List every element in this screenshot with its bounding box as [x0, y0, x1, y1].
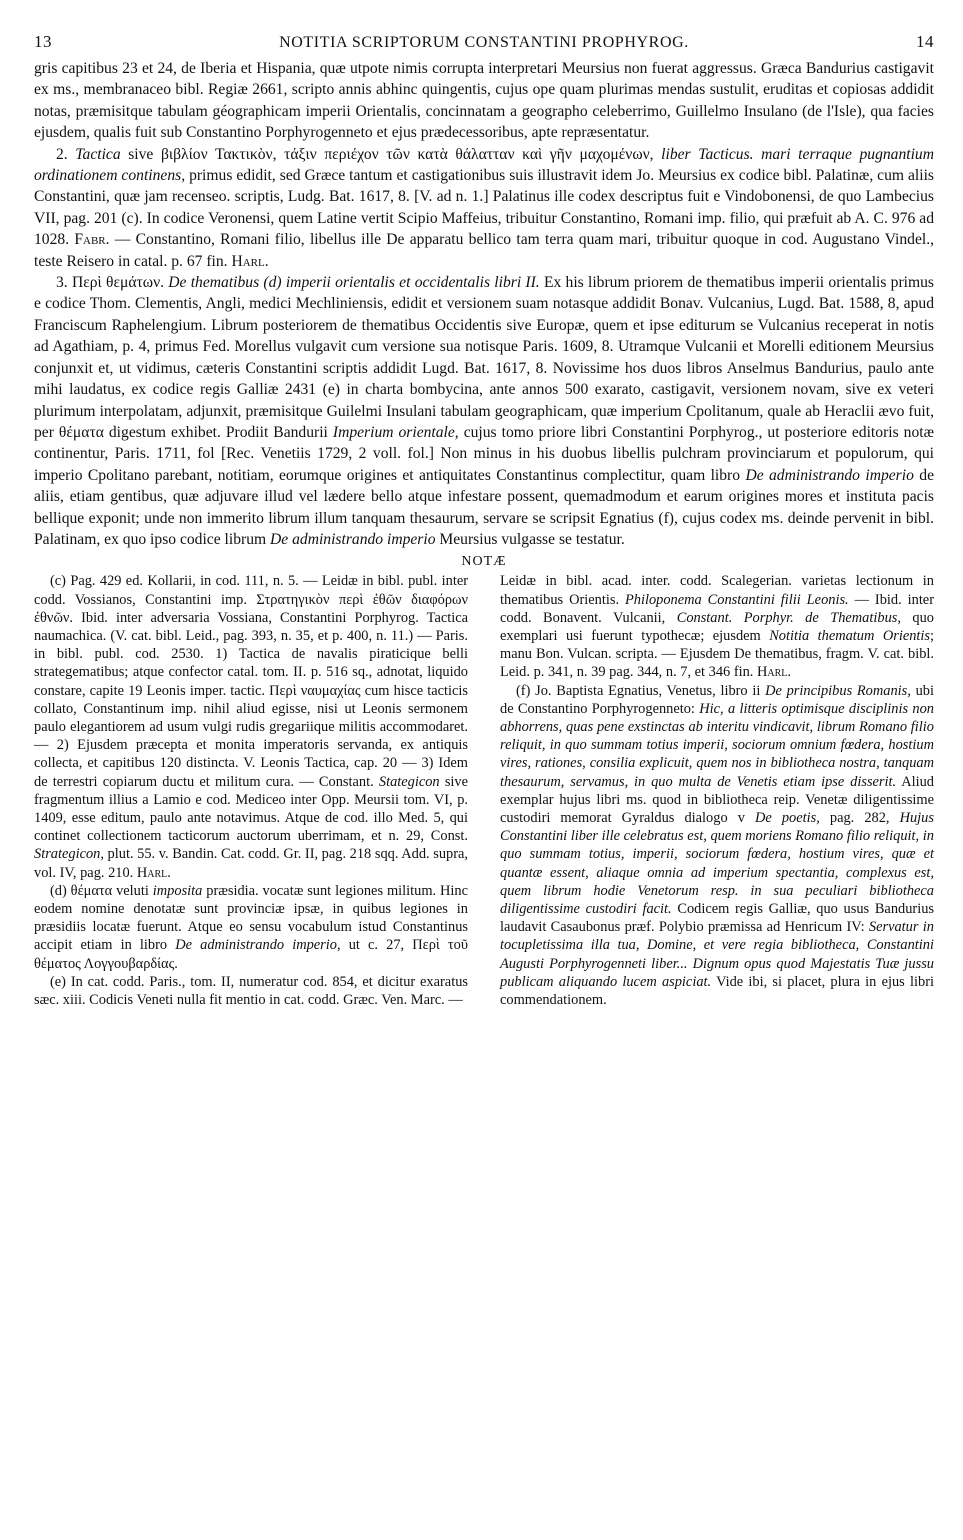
note-text: præsidia. vocatæ sunt legiones militum. Hinc eodem nomine denotatæ sunt provinciæ ipsæ, in quibus legiones in præsidiis locatæ fuerunt. Atque eo sensu vocabulum istud Constantinus accipit etiam in libro: [34, 882, 468, 954]
author-sigil: Fabr.: [74, 231, 110, 249]
item-number: 3. Περὶ θεμάτων.: [56, 274, 169, 292]
work-title: Notitia thematum Orientis: [769, 627, 930, 644]
quotation: Servatur in tocupletissima illa tua, Domine, et vere regia bibliotheca, Constantini Augusti Porphyrogenneti liber... Dignum opus quod Majestatis Tuæ jussu publicam aliquando lucem aspiciat.: [500, 919, 935, 990]
note-text: (f) Jo. Baptista Egnatius, Venetus, libro ii: [516, 682, 766, 699]
latin-title: liber Tacticus. mari terraque pugnantium ordinationem continens,: [34, 145, 934, 185]
author-sigil: Harl.: [757, 664, 792, 681]
note-text: — Ibid. inter codd. Bonavent. Vulcanii,: [500, 591, 934, 626]
note-text: ubi de Constantino Porphyrogenneto:: [500, 682, 934, 717]
work-title: De administrando imperio: [745, 466, 914, 484]
footnotes-left-column: [34, 572, 468, 1009]
quotation: Hic, a litteris optimisque disciplinis non abhorrens, quas pene exstinctas ab interitu vindicavit, librum Romano filio reliquit, in quo summam totius imperii, sociorum omnium fœdera, hostium vires, rationes, consilia explicuit, quem nos in bibliotheca nostra, tanquam thesaurum, servamus, in quo multa de Venetis etiam ipse disserit.: [500, 700, 934, 790]
footnote-d: [34, 882, 468, 973]
paragraph-text: primus edidit, sed Græce tantum et castigationibus suis illustravit idem Jo. Meursius ex codice bibl. Palatinæ, cum aliis Constantini, quæ jam recenseo. scriptis, Ludg. Bat. 1617, 8. [V. ad n. 1.] Palatinus ille codex descriptus fuit e Vindobonensi, de quo Lambecius VII, pag. 201 (c). In codice Veronensi, quem Latine vertit Scipio Maffeius, tribuitur Constantino, Romani imp. filio, qui præfuit ab A. C. 976 ad 1028.: [34, 167, 934, 249]
work-title: Tactica: [75, 145, 121, 163]
quotation: Hujus Constantini liber ille celebratus est, quem moriens Romano filio reliquit, in quo summam totius, imperii, sociorum fœdera, hostium vires, quæ et quantæ essent, aliaque omnia ad imperium spectantia, complexus est, quem librum hodie Venetorum resp. in sua peculiari bibliotheca diligentissime custodiri facit.: [500, 809, 934, 917]
work-title: Imperium orientale,: [332, 423, 459, 441]
page-number-left: 13: [34, 32, 52, 51]
greek-title: sive βιβλίον Τακτικὸν, τάξιν περιέχον τῶν κατὰ θάλατταν καὶ γῆν μαχομένων,: [120, 145, 662, 163]
work-title: Philoponema Constantini filii Leonis.: [624, 591, 849, 608]
work-title: De administrando imperio: [270, 530, 436, 548]
note-text: Codicem regis Galliæ, quo usus Bandurius laudavit Casaubonus præf. Polybio præmissa ad Henricum IV:: [500, 901, 934, 936]
note-text: ; manu Bon. Vulcan. scripta. — Ejusdem De thematibus, fragm. V. cat. bibl. Leid. p. 341, n. 39 pag. 344, n. 7, et 346 fin.: [500, 627, 934, 681]
author-sigil: Harl.: [231, 252, 269, 270]
item-number: 2.: [56, 145, 76, 163]
paragraph-3: [34, 272, 934, 550]
paragraph-text: Meursius vulgasse se testatur.: [435, 530, 625, 548]
note-text: Aliud exemplar hujus libri ms. quod in bibliotheca reip. Venetæ diligentissime custodiri memorat Gyraldus dialogo v: [500, 773, 934, 826]
footnote-c: [34, 572, 468, 881]
footnotes: [34, 572, 934, 1009]
work-title: De administrando imperio,: [175, 937, 341, 954]
note-text: quo exemplari usi fuerunt typothecæ; ejusdem: [500, 609, 935, 644]
work-title: Constant. Porphyr. de Thematibus,: [676, 609, 901, 626]
paragraph-text: de aliis, etiam gentibus, quæ adjuvare illud vel lædere bello atque infestare possent, quemadmodum et earum origines mores et instituta pacis bellique exponit; unde non immerito librum illum tanquam thesaurum, servare se scripsit Egnatius (f), cujus codex ms. deinde pervenit in bibl. Palatinam, ex quo ipso codice librum: [34, 466, 934, 548]
footnote-f: [500, 682, 934, 1010]
author-sigil: Harl.: [136, 864, 171, 881]
note-text: Leidæ in bibl. acad. inter. codd. Scalegerian. varietas lectionum in thematibus Orientis.: [500, 573, 934, 608]
work-title: De poetis,: [754, 809, 820, 826]
note-text: plut. 55. v. Bandin. Cat. codd. Gr. II, pag. 218 sqq. Add. supra, vol. IV, pag. 210.: [34, 846, 468, 881]
work-title: Strategicon,: [34, 846, 104, 863]
footnotes-right-column: [500, 572, 934, 1009]
paragraph-text: cujus tomo priore libri Constantini Porphyrog., ut posteriore editoris notæ continentur, Paris. 1711, fol [Rec. Venetiis 1729, 2 voll. fol.] Non minus in his duobus libellis pulchram provinciarum et populorum, qui imperio Cpolitano parebant, notitiam, eorumque origines et antiquitates Constantinus complectitur, quam libro: [34, 423, 934, 484]
note-text: pag. 282,: [819, 809, 900, 826]
footnote-e: (e) In cat. codd. Paris., tom. II, numeratur cod. 854, et dicitur exaratus sæc. xiii. Codicis Veneti nulla fit mentio in cat. codd. Græc. Ven. Marc. —: [34, 973, 468, 1009]
paragraph-2: [34, 144, 934, 272]
main-text: [34, 58, 934, 550]
work-title: Stategicon: [378, 773, 440, 790]
emphasis: imposita: [152, 882, 203, 899]
note-text: sive fragmentum illius a Lamio e cod. Mediceo inter Opp. Meursii tom. VI, p. 1409, esse editum, paulo ante notavimus. Atque de cod. illo Med. 5, qui continet collectionem tacticorum auctorum uberrimam, et n. 29, Const.: [34, 773, 469, 845]
running-title: NOTITIA SCRIPTORUM CONSTANTINI PROPHYROG.: [279, 34, 689, 51]
work-title: De principibus Romanis,: [765, 682, 911, 699]
running-head: [34, 32, 934, 52]
paragraph-text: Ex his librum priorem de thematibus imperii orientalis primus e codice Thom. Clementis, Angli, medici Mechliniensis, edidit et versionem suam notasque addidit Bonav. Vulcanius, Lugd. Bat. 1588, 8, apud Franciscum Raphelengium. Librum posteriorem de thematibus Occidentis sive Europæ, quem et ipse editurum se Vulcanius receperat in notis ad Agathiam, p. 4, primus Fed. Morellus vulgavit cum versione sua notisque Paris. 1609, 8. Utramque Vulcanii et Morelli editionem Meursius conjunxit et, ut vidimus, cæteris Constantini scriptis addidit Lugd. Bat. 1617, 8. Novissime hos duos libros Anselmus Bandurius, paulo ante mihi laudatus, ex codice regis Galliæ 2431 (e) in charta bombycina, ante annos 500 exarato, castigavit, versionem novam, sive ex veteri plurimum interpolatam, adjunxit, præmisitque Guilelmi Insulani tabulam geographicam, quæ imperium Cpolitanum, quale ab Heraclii ævo fuit, per θέματα digestum exhibet. Prodiit Bandurii: [34, 274, 934, 441]
paragraph-text: — Constantino, Romani filio, libellus ille De apparatu bellico tam terra quam mari, tribuitur quoque in cod. Augustano Vindel., teste Reisero in catal. p. 67 fin.: [34, 231, 934, 270]
footnote-c-continued: [500, 572, 934, 681]
note-text: ut c. 27, Περὶ τοῦ θέματος Λογγουβαρδίας.: [34, 937, 469, 972]
work-title: De thematibus (d) imperii orientalis et occidentalis libri II.: [168, 274, 540, 292]
note-text: (c) Pag. 429 ed. Kollarii, in cod. 111, n. 5. — Leidæ in bibl. publ. inter codd. Vossianos, Constantini imp. Στρατηγικὸν περὶ ἐθῶν διαφόρων ἐθνῶν. Ibid. inter adversaria Vossiana, Constantini Porphyrog. Tactica naumachica. (V. cat. bibl. Leid., pag. 393, n. 35, et p. 400, n. 11.) — Paris. in bibl. publ. cod. 2530. 1) Tactica de navalis piraticique belli strategematibus; atque confector catal. tom. II. p. 516 sq., adnotat, liquido constare, capite 19 Leonis imper. tactic. Περὶ ναυμαχίας cum hisce tacticis collato, Constantinum imp. nihil aliud egisse, nisi ut Leonis sermonem paulo elegantiorem ad usum vulgi rudis gregariique militis accommodaret. — 2) Ejusdem præcepta et monita imperatoris servanda, ex antiquis collecta, et capitibus 120 distincta. V. Leonis Tactica, cap. 20 — 3) Idem de terrestri copiarum ductu et militum cura. — Constant.: [34, 573, 468, 790]
note-text: Vide ibi, si placet, plura in ejus libri commendationem.: [500, 973, 934, 1009]
paragraph-1: gris capitibus 23 et 24, de Iberia et Hispania, quæ utpote nimis corrupta interpretari Meursius non fuerat aggressus. Græca Bandurius castigavit ex ms., membranaceo bibl. Regiæ 2661, scripto annis abhinc quingentis, cujus ope quam plurimas mendas sustulit, eruditas et copiosas addidit notas, præmisitque tabulam géographicam imperii Orientalis, concinnatam a geographo celeberrimo, Guillelmo Insulano (de l'Isle), qua facies ejusdem, qualis fuit sub Constantino Porphyrogenneto et ejus prædecessoribus, apte repræsentatur.: [34, 60, 934, 142]
page-number-right: 14: [915, 32, 934, 51]
note-text: (d) θέματα veluti: [50, 882, 153, 899]
page: [34, 32, 934, 1009]
notes-heading: NOTÆ: [461, 554, 507, 570]
